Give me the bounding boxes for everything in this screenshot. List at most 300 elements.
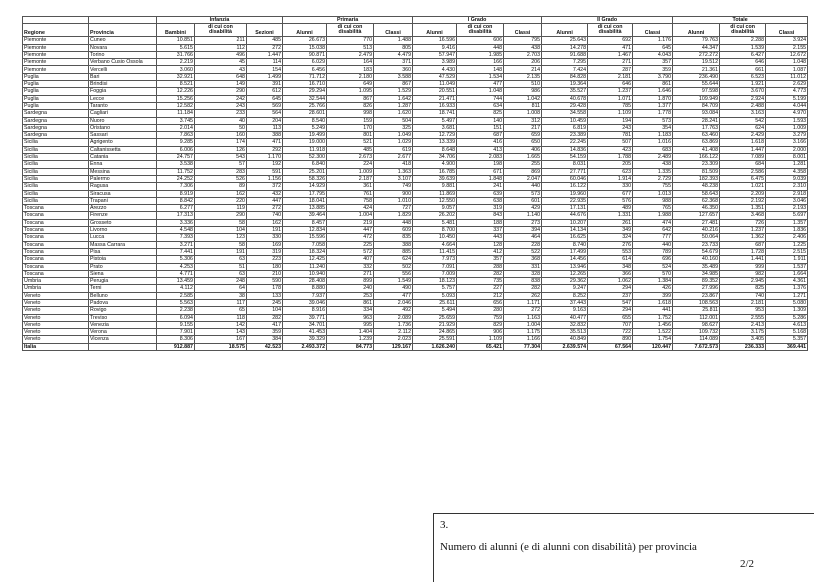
cell-value: 292 — [247, 146, 283, 153]
cell-value: 4.479 — [374, 51, 413, 58]
cell-value: 1.488 — [374, 37, 413, 44]
cell-value: 7.393 — [157, 234, 195, 241]
cell-value: 40.216 — [673, 227, 720, 234]
cell-value: 84.773 — [327, 343, 374, 350]
cell-value: 24.252 — [157, 175, 195, 182]
cell-value: 1.109 — [457, 336, 504, 343]
cell-value: 236.490 — [673, 73, 720, 80]
cell-value: 1.534 — [457, 73, 504, 80]
cell-value: 3.163 — [720, 110, 766, 117]
cell-value: 77.304 — [504, 343, 542, 350]
cell-value: 84.828 — [542, 73, 588, 80]
cell-value: 655 — [588, 314, 633, 321]
cell-value: 67.564 — [588, 343, 633, 350]
cell-value: 6.006 — [157, 146, 195, 153]
table-row — [23, 256, 808, 263]
cell-value: 1.048 — [457, 88, 504, 95]
cell-regione: Veneto — [23, 336, 89, 343]
cell-value: 45 — [195, 59, 247, 66]
cell-value: 2.192 — [720, 197, 766, 204]
cell-value: 4.613 — [766, 321, 808, 328]
cell-value: 777 — [633, 234, 673, 241]
cell-value: 46.350 — [673, 205, 720, 212]
cell-value: 1.087 — [766, 66, 808, 73]
cell-value: 1.237 — [588, 88, 633, 95]
cell-value: 16.933 — [413, 102, 457, 109]
cell-provincia: Caltanissetta — [89, 146, 157, 153]
cell-value: 982 — [720, 270, 766, 277]
cell-value: 522 — [504, 248, 542, 255]
table-row — [23, 73, 808, 80]
cell-value: 829 — [457, 321, 504, 328]
cell-value: 513 — [327, 44, 374, 51]
cell-value: 861 — [633, 81, 673, 88]
cell-value: 3.468 — [720, 212, 766, 219]
cell-value: 26.202 — [413, 212, 457, 219]
cell-value: 4.043 — [633, 51, 673, 58]
cell-value: 330 — [588, 183, 633, 190]
cell-value: 2.180 — [327, 73, 374, 80]
cell-value: 25.811 — [673, 307, 720, 314]
cell-value: 4.112 — [157, 285, 195, 292]
cell-value: 1.010 — [374, 197, 413, 204]
table-row — [23, 234, 808, 241]
cell-value: 521 — [327, 139, 374, 146]
cell-value: 755 — [633, 183, 673, 190]
cell-value: 169 — [247, 241, 283, 248]
cell-value: 407 — [327, 256, 374, 263]
cell-value: 744 — [457, 95, 504, 102]
cell-value: 241 — [457, 183, 504, 190]
cell-value: 15.038 — [283, 44, 327, 51]
table-row — [23, 299, 808, 306]
col-alunni: Alunni — [413, 24, 457, 37]
cell-value: 233 — [195, 110, 247, 117]
table-row — [23, 81, 808, 88]
cell-value: 25.766 — [283, 102, 327, 109]
cell-value: 426 — [633, 285, 673, 292]
cell-value: 10.940 — [283, 270, 327, 277]
cell-provincia: Prato — [89, 263, 157, 270]
cell-value: 2.673 — [327, 154, 374, 161]
cell-value: 174 — [195, 139, 247, 146]
table-row — [23, 161, 808, 168]
cell-value: 1.665 — [504, 154, 542, 161]
cell-value: 677 — [588, 190, 633, 197]
cell-value: 1.309 — [766, 307, 808, 314]
cell-value: 5.757 — [413, 285, 457, 292]
cell-value: 15.256 — [157, 95, 195, 102]
cell-regione: Veneto — [23, 314, 89, 321]
cell-value: 127.657 — [673, 212, 720, 219]
cell-regione: Toscana — [23, 263, 89, 270]
cell-value: 34.985 — [673, 270, 720, 277]
cell-value: 1.171 — [504, 299, 542, 306]
cell-value: 223 — [247, 256, 283, 263]
cell-value: 9.881 — [413, 183, 457, 190]
cell-value: 3.670 — [720, 88, 766, 95]
cell-value: 7.863 — [157, 132, 195, 139]
cell-value: 5.249 — [283, 124, 327, 131]
cell-value: 612 — [247, 88, 283, 95]
cell-value: 3.046 — [766, 197, 808, 204]
cell-value: 64 — [195, 285, 247, 292]
table-row — [23, 175, 808, 182]
cell-value: 29.362 — [542, 278, 588, 285]
cell-value: 151 — [457, 124, 504, 131]
cell-value: 9.039 — [766, 175, 808, 182]
cell-value: 2.586 — [720, 168, 766, 175]
cell-value: 25.201 — [283, 168, 327, 175]
cell-value: 5.697 — [766, 212, 808, 219]
cell-value: 16.625 — [542, 234, 588, 241]
cell-regione: Veneto — [23, 299, 89, 306]
cell-value: 953 — [720, 307, 766, 314]
table-row — [23, 154, 808, 161]
cell-value: 1.441 — [720, 256, 766, 263]
cell-provincia: Sassari — [89, 132, 157, 139]
cell-value: 999 — [720, 263, 766, 270]
cell-provincia: Cagliari — [89, 110, 157, 117]
cell-value: 58.643 — [673, 190, 720, 197]
cell-value: 290 — [195, 212, 247, 219]
table-row — [23, 102, 808, 109]
cell-value: 237 — [588, 292, 633, 299]
col-alunni: Alunni — [673, 24, 720, 37]
cell-value: 963 — [327, 314, 374, 321]
cell-value: 28.241 — [673, 117, 720, 124]
cell-value: 272 — [504, 307, 542, 314]
cell-value: 661 — [720, 66, 766, 73]
cell-value: 890 — [588, 336, 633, 343]
cell-value: 835 — [374, 234, 413, 241]
cell-value: 490 — [374, 285, 413, 292]
cell-value: 369.441 — [766, 343, 808, 350]
cell-value: 1.921 — [720, 81, 766, 88]
cell-value: 1.728 — [720, 248, 766, 255]
cell-value: 639 — [457, 190, 504, 197]
cell-value: 2.493.372 — [283, 343, 327, 350]
cell-value: 3.336 — [157, 219, 195, 226]
cell-value: 348 — [588, 263, 633, 270]
cell-value: 40.849 — [542, 336, 588, 343]
cell-value: 2.488 — [720, 102, 766, 109]
cell-value: 826 — [327, 102, 374, 109]
cell-value: 573 — [504, 190, 542, 197]
cell-value: 1.870 — [633, 95, 673, 102]
cell-value: 7.441 — [157, 248, 195, 255]
cell-value: 1.549 — [374, 278, 413, 285]
cell-value: 623 — [588, 168, 633, 175]
cell-value: 261 — [588, 219, 633, 226]
cell-value: 749 — [374, 183, 413, 190]
cell-value: 39.329 — [283, 336, 327, 343]
cell-provincia: Oristano — [89, 124, 157, 131]
cell-value: 1.404 — [327, 329, 374, 336]
cell-value: 1.539 — [720, 44, 766, 51]
cell-value: 8.648 — [413, 146, 457, 153]
cell-value: 119 — [195, 205, 247, 212]
cell-value: 8.880 — [283, 285, 327, 292]
cell-value: 219 — [327, 219, 374, 226]
cell-value: 1.447 — [247, 51, 283, 58]
cell-value: 21.929 — [413, 321, 457, 328]
cell-value: 645 — [633, 44, 673, 51]
cell-value: 220 — [195, 197, 247, 204]
cell-provincia: Novara — [89, 44, 157, 51]
cell-value: 1.911 — [766, 256, 808, 263]
cell-value: 31.766 — [157, 51, 195, 58]
cell-value: 781 — [588, 132, 633, 139]
cell-value: 1.836 — [766, 227, 808, 234]
table-row — [23, 51, 808, 58]
caption-box — [433, 513, 814, 582]
cell-value: 1.664 — [766, 270, 808, 277]
cell-value: 206 — [504, 59, 542, 66]
cell-value: 464 — [504, 234, 542, 241]
cell-regione: Piemonte — [23, 44, 89, 51]
table-row — [23, 139, 808, 146]
cell-provincia: Venezia — [89, 321, 157, 328]
cell-provincia: Perugia — [89, 278, 157, 285]
cell-regione: Puglia — [23, 95, 89, 102]
cell-value: 3.745 — [157, 117, 195, 124]
cell-value: 19.000 — [283, 139, 327, 146]
cell-value: 39.464 — [283, 212, 327, 219]
cell-value: 183 — [327, 66, 374, 73]
cell-value: 54.679 — [673, 248, 720, 255]
cell-value: 416 — [457, 139, 504, 146]
cell-value: 84.709 — [673, 102, 720, 109]
cell-value: 2.014 — [157, 124, 195, 131]
table-row — [23, 248, 808, 255]
cell-value: 6.523 — [720, 73, 766, 80]
cell-value: 89 — [195, 183, 247, 190]
cell-value: 785 — [588, 102, 633, 109]
cell-value: 109.732 — [673, 329, 720, 336]
cell-value: 477 — [457, 81, 504, 88]
cell-value: 7.089 — [720, 154, 766, 161]
group-infanzia: Infanzia — [157, 17, 283, 24]
cell-value: 659 — [504, 132, 542, 139]
cell-value: 331 — [504, 263, 542, 270]
cell-regione: Sardegna — [23, 124, 89, 131]
cell-value: 424 — [327, 205, 374, 212]
cell-value: 1.237 — [720, 227, 766, 234]
cell-value: 2.555 — [720, 314, 766, 321]
table-row — [23, 314, 808, 321]
cell-value: 63.869 — [673, 139, 720, 146]
cell-value: 5.168 — [766, 329, 808, 336]
cell-regione: Sicilia — [23, 190, 89, 197]
cell-provincia: Grosseto — [89, 219, 157, 226]
cell-value: 325 — [374, 124, 413, 131]
cell-value: 120.447 — [633, 343, 673, 350]
cell-value: 1.176 — [633, 37, 673, 44]
cell-value: 11.049 — [413, 81, 457, 88]
cell-value: 727 — [374, 205, 413, 212]
cell-value: 448 — [457, 44, 504, 51]
table-title: Numero di alunni (e di alunni con disabilità) per provincia — [440, 541, 697, 553]
cell-value: 2.629 — [766, 81, 808, 88]
cell-value: 154 — [247, 66, 283, 73]
cell-value: 1.752 — [633, 314, 673, 321]
cell-value: 634 — [457, 102, 504, 109]
cell-value: 198 — [457, 161, 504, 168]
column-header-row — [23, 24, 808, 37]
cell-value: 166 — [457, 59, 504, 66]
cell-value: 5.494 — [413, 307, 457, 314]
cell-value: 166.122 — [673, 154, 720, 161]
cell-value: 2.945 — [720, 278, 766, 285]
cell-value: 245 — [247, 299, 283, 306]
cell-value: 995 — [327, 321, 374, 328]
cell-value: 4.900 — [413, 161, 457, 168]
cell-value: 438 — [504, 44, 542, 51]
cell-value: 12.834 — [283, 227, 327, 234]
cell-value: 867 — [374, 81, 413, 88]
cell-value: 272.272 — [673, 51, 720, 58]
cell-value: 645 — [247, 95, 283, 102]
cell-value: 7.672.573 — [673, 343, 720, 350]
cell-value: 11.240 — [283, 263, 327, 270]
cell-value: 11.184 — [157, 110, 195, 117]
cell-value: 164 — [327, 59, 374, 66]
cell-value: 485 — [327, 146, 374, 153]
cell-value: 684 — [720, 161, 766, 168]
cell-value: 12.582 — [157, 102, 195, 109]
cell-value: 23.733 — [673, 241, 720, 248]
cell-value: 2.585 — [157, 292, 195, 299]
cell-value: 696 — [633, 256, 673, 263]
cell-value: 18.041 — [283, 197, 327, 204]
cell-value: 366 — [588, 270, 633, 277]
cell-value: 1.042 — [504, 95, 542, 102]
cell-value: 591 — [247, 168, 283, 175]
group-grado2: II Grado — [542, 17, 673, 24]
cell-provincia: Arezzo — [89, 205, 157, 212]
cell-regione: Toscana — [23, 234, 89, 241]
cell-value: 13.885 — [283, 205, 327, 212]
cell-value: 129.167 — [374, 343, 413, 350]
cell-regione: Toscana — [23, 205, 89, 212]
cell-value: 650 — [504, 139, 542, 146]
cell-value: 412 — [457, 248, 504, 255]
cell-value: 337 — [457, 227, 504, 234]
cell-value: 273 — [504, 219, 542, 226]
cell-value: 2.677 — [374, 154, 413, 161]
cell-value: 142 — [195, 321, 247, 328]
cell-value: 687 — [720, 241, 766, 248]
cell-value: 9.163 — [542, 307, 588, 314]
col-provincia: Provincia — [89, 24, 157, 37]
header-blank — [89, 17, 157, 24]
cell-value: 1.362 — [720, 234, 766, 241]
cell-value: 1.225 — [766, 241, 808, 248]
cell-value: 801 — [327, 132, 374, 139]
cell-value: 255 — [504, 161, 542, 168]
col-classi: Classi — [504, 24, 542, 37]
cell-value: 1.271 — [766, 292, 808, 299]
cell-value: 34.558 — [542, 110, 588, 117]
cell-value: 89.352 — [673, 278, 720, 285]
cell-value: 13.946 — [542, 263, 588, 270]
cell-value: 81.509 — [673, 168, 720, 175]
cell-value: 2.288 — [720, 37, 766, 44]
cell-value: 11.012 — [766, 73, 808, 80]
cell-value: 7.009 — [413, 270, 457, 277]
cell-value: 564 — [247, 110, 283, 117]
cell-value: 17.795 — [283, 190, 327, 197]
cell-value: 23.389 — [542, 132, 588, 139]
cell-value: 182.393 — [673, 175, 720, 182]
table-body — [23, 37, 808, 351]
cell-value: 7.058 — [283, 241, 327, 248]
cell-value: 1.009 — [766, 124, 808, 131]
cell-value: 225 — [327, 241, 374, 248]
cell-value: 8.919 — [157, 190, 195, 197]
cell-regione: Italia — [23, 343, 89, 350]
cell-value: 44.347 — [673, 44, 720, 51]
cell-value: 65.421 — [457, 343, 504, 350]
cell-value: 91.688 — [542, 51, 588, 58]
cell-value: 899 — [327, 278, 374, 285]
cell-value: 354 — [633, 124, 673, 131]
cell-value: 1.095 — [327, 88, 374, 95]
cell-value: 1.331 — [588, 212, 633, 219]
cell-value: 140 — [457, 117, 504, 124]
cell-value: 869 — [504, 168, 542, 175]
cell-value: 1.456 — [633, 321, 673, 328]
cell-value: 1.646 — [633, 88, 673, 95]
cell-value: 2.238 — [157, 307, 195, 314]
cell-value: 58 — [195, 241, 247, 248]
cell-value: 5.357 — [766, 336, 808, 343]
cell-regione: Veneto — [23, 307, 89, 314]
cell-value: 32.921 — [157, 73, 195, 80]
cell-value: 609 — [374, 227, 413, 234]
cell-value: 191 — [195, 248, 247, 255]
cell-value: 12.729 — [413, 132, 457, 139]
cell-value: 1.175 — [504, 329, 542, 336]
cell-value: 210 — [247, 270, 283, 277]
cell-value: 34.706 — [413, 154, 457, 161]
table-row — [23, 59, 808, 66]
cell-value: 10.450 — [413, 234, 457, 241]
cell-value: 271 — [327, 270, 374, 277]
col-regione: Regione — [23, 24, 89, 37]
cell-value: 417 — [247, 321, 283, 328]
table-row — [23, 278, 808, 285]
cell-value: 14.836 — [542, 146, 588, 153]
cell-value: 40.477 — [542, 314, 588, 321]
cell-value: 114.089 — [673, 336, 720, 343]
cell-value: 2.047 — [504, 175, 542, 182]
cell-value: 384 — [247, 336, 283, 343]
cell-regione: Veneto — [23, 321, 89, 328]
cell-value: 3.166 — [766, 139, 808, 146]
cell-value: 319 — [457, 205, 504, 212]
col-di-cui-disabilita: di cui con disabilità — [327, 24, 374, 37]
cell-value: 71.712 — [283, 73, 327, 80]
cell-value: 123 — [195, 234, 247, 241]
cell-value: 441 — [633, 307, 673, 314]
col-di-cui-disabilita: di cui con disabilità — [457, 24, 504, 37]
cell-value: 543 — [195, 154, 247, 161]
cell-value: 19.960 — [542, 190, 588, 197]
cell-value: 2.479 — [327, 51, 374, 58]
col-sezioni: Sezioni — [247, 24, 283, 37]
